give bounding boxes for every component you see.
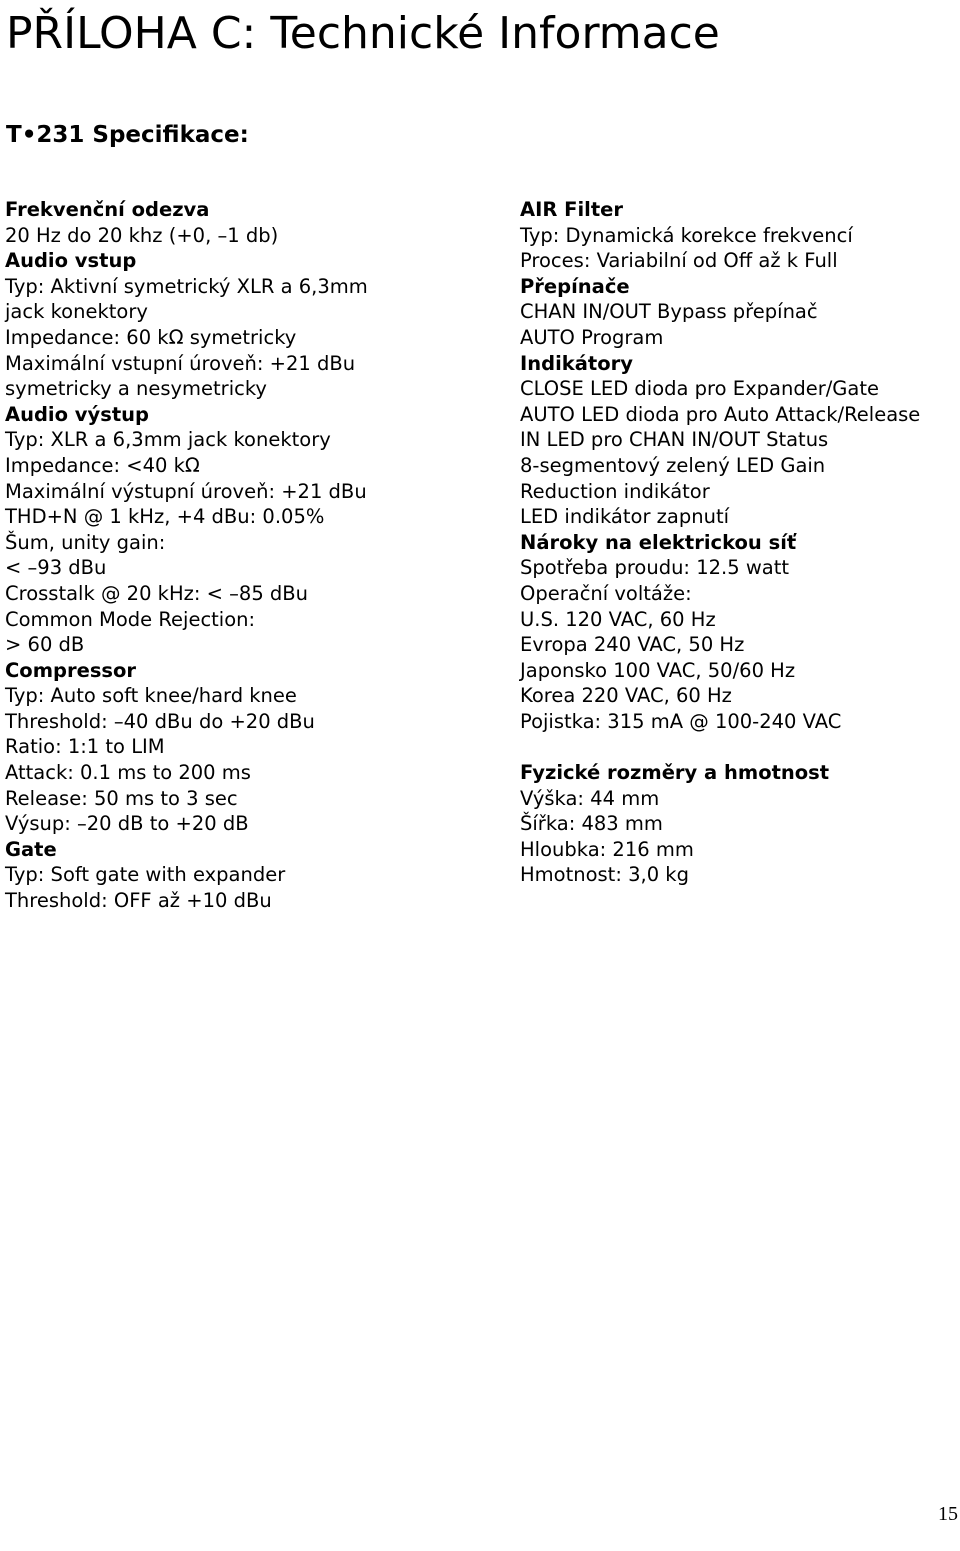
spec-heading: Nároky na elektrickou síť bbox=[520, 530, 797, 554]
spec-line: Typ: Dynamická korekce frekvencí bbox=[520, 223, 853, 247]
section-heading: T•231 Specifikace: bbox=[6, 122, 249, 148]
spec-heading: Frekvenční odezva bbox=[5, 198, 210, 221]
spec-line: Typ: XLR a 6,3mm jack konektory bbox=[5, 428, 331, 452]
spec-line: Hloubka: 216 mm bbox=[520, 837, 694, 861]
spec-line: Typ: Soft gate with expander bbox=[5, 863, 286, 887]
spec-heading: Compressor bbox=[5, 658, 137, 682]
spec-heading: Audio vstup bbox=[5, 249, 137, 273]
spec-line: 20 Hz do 20 khz (+0, –1 db) bbox=[5, 223, 279, 247]
spec-line: Proces: Variabilní od Off až k Full bbox=[520, 249, 838, 273]
spec-line: Impedance: <40 kΩ bbox=[5, 453, 200, 477]
spec-line: CLOSE LED dioda pro Expander/Gate bbox=[520, 377, 879, 401]
spec-line: LED indikátor zapnutí bbox=[520, 505, 730, 529]
spec-heading: Přepínače bbox=[520, 274, 630, 298]
spec-line: Výška: 44 mm bbox=[520, 786, 660, 810]
spec-line: Evropa 240 VAC, 50 Hz bbox=[520, 633, 745, 657]
spec-line: Impedance: 60 kΩ symetricky bbox=[5, 325, 297, 349]
spec-line: Threshold: –40 dBu do +20 dBu bbox=[5, 709, 315, 733]
spec-heading: Audio výstup bbox=[5, 402, 149, 426]
spec-line: Maximální vstupní úroveň: +21 dBu bbox=[5, 351, 356, 375]
spec-line: Spotřeba proudu: 12.5 watt bbox=[520, 556, 790, 580]
page-title: PŘÍLOHA C: Technické Informace bbox=[6, 8, 720, 59]
spec-line: Pojistka: 315 mA @ 100-240 VAC bbox=[520, 709, 842, 733]
spec-line: AUTO Program bbox=[520, 325, 664, 349]
spec-line: Japonsko 100 VAC, 50/60 Hz bbox=[520, 658, 796, 682]
page-number: 15 bbox=[938, 1503, 958, 1525]
spec-line: > 60 dB bbox=[5, 633, 85, 657]
spec-line: Threshold: OFF až +10 dBu bbox=[5, 889, 272, 913]
spec-line: Typ: Aktivní symetrický XLR a 6,3mm bbox=[5, 274, 368, 298]
spec-line: Common Mode Rejection: bbox=[5, 607, 256, 631]
spec-line: symetricky a nesymetricky bbox=[5, 377, 267, 401]
spec-column-right bbox=[520, 197, 960, 888]
spec-line: jack konektory bbox=[5, 300, 148, 324]
spec-line: Ratio: 1:1 to LIM bbox=[5, 735, 165, 759]
spec-line: THD+N @ 1 kHz, +4 dBu: 0.05% bbox=[5, 505, 325, 529]
spec-line: IN LED pro CHAN IN/OUT Status bbox=[520, 428, 829, 452]
spec-line: < –93 dBu bbox=[5, 556, 107, 580]
spec-line: Korea 220 VAC, 60 Hz bbox=[520, 684, 732, 708]
spec-line: Crosstalk @ 20 kHz: < –85 dBu bbox=[5, 581, 309, 605]
spec-line: AUTO LED dioda pro Auto Attack/Release bbox=[520, 402, 921, 426]
spec-line: CHAN IN/OUT Bypass přepínač bbox=[520, 300, 818, 324]
spec-heading: AIR Filter bbox=[520, 198, 624, 221]
spec-line: 8-segmentový zelený LED Gain bbox=[520, 453, 826, 477]
spec-line: Reduction indikátor bbox=[520, 479, 710, 503]
spacer bbox=[520, 734, 960, 760]
spec-heading: Gate bbox=[5, 837, 57, 861]
spec-column-left bbox=[5, 197, 495, 914]
spec-line: Operační voltáže: bbox=[520, 581, 692, 605]
spec-line: Šum, unity gain: bbox=[5, 530, 166, 554]
spec-line: Attack: 0.1 ms to 200 ms bbox=[5, 761, 251, 785]
spec-heading: Fyzické rozměry a hmotnost bbox=[520, 761, 830, 785]
spec-line: U.S. 120 VAC, 60 Hz bbox=[520, 607, 716, 631]
spec-line: Maximální výstupní úroveň: +21 dBu bbox=[5, 479, 367, 503]
spec-line: Hmotnost: 3,0 kg bbox=[520, 863, 689, 887]
spec-line: Šířka: 483 mm bbox=[520, 812, 663, 836]
spec-line: Typ: Auto soft knee/hard knee bbox=[5, 684, 297, 708]
spec-line: Výsup: –20 dB to +20 dB bbox=[5, 812, 249, 836]
spec-heading: Indikátory bbox=[520, 351, 633, 375]
spec-line: Release: 50 ms to 3 sec bbox=[5, 786, 238, 810]
